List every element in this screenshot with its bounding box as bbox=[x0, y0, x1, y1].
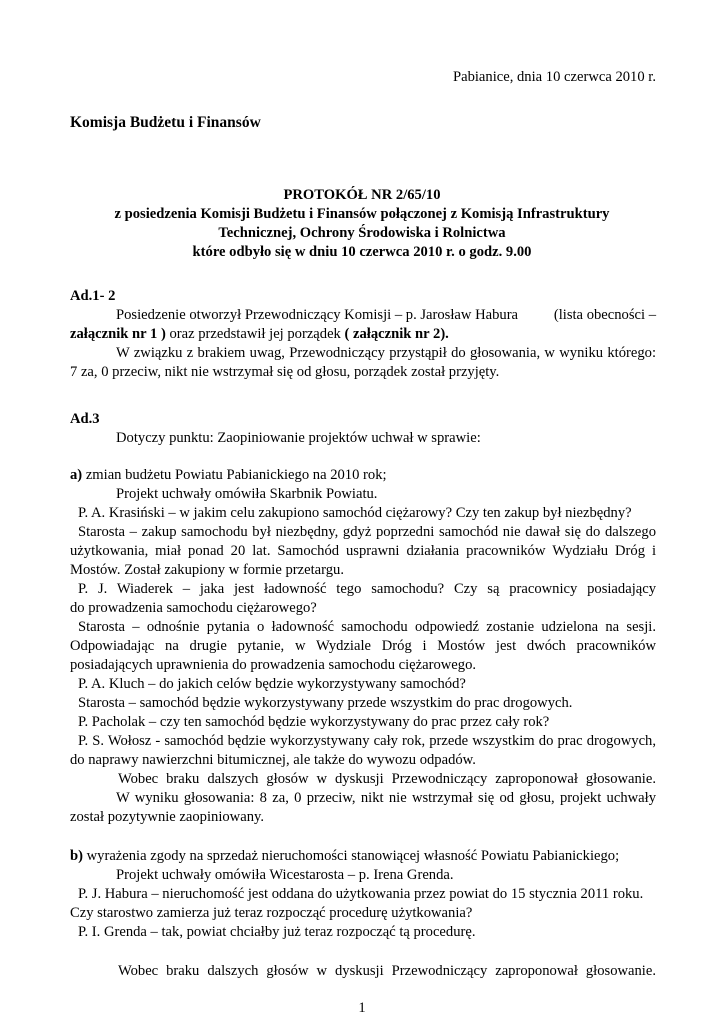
ad12-text-c: oraz przedstawił jej porządek bbox=[165, 326, 345, 342]
item-b-line: Projekt uchwały omówiła Wicestarosta – p. Irena Grenda. bbox=[116, 867, 454, 883]
item-a-label: a) bbox=[70, 467, 83, 483]
item-a-line: użytkowania, miał ponad 20 lat. Samochód usprawni działania pracowników Wydziału Dróg i bbox=[70, 543, 656, 559]
ad3-intro: Dotyczy punktu: Zaopiniowanie projektów uchwał w sprawie: bbox=[116, 430, 481, 446]
item-a-title bbox=[70, 466, 656, 485]
place-date: Pabianice, dnia 10 czerwca 2010 r. bbox=[452, 69, 656, 85]
item-a-line: Mostów. Został zakupiony w formie przetargu. bbox=[70, 562, 344, 578]
item-a-line: do naprawy nawierzchni bitumicznej, ale także do wywozu odpadów. bbox=[70, 752, 476, 768]
item-a-line: P. Pacholak – czy ten samochód będzie wykorzystywany do prac przez cały rok? bbox=[78, 714, 550, 730]
item-a-line: Projekt uchwały omówiła Skarbnik Powiatu. bbox=[116, 486, 378, 502]
item-b-label: b) bbox=[70, 848, 83, 864]
item-a-title-text: zmian budżetu Powiatu Pabianickiego na 2010 rok; bbox=[82, 467, 387, 483]
protocol-subtitle-line3: które odbyło się w dniu 10 czerwca 2010 r. o godz. 9.00 bbox=[192, 244, 532, 260]
section-heading-ad3: Ad.3 bbox=[70, 411, 100, 427]
item-a-line: Starosta – samochód będzie wykorzystywany przede wszystkim do prac drogowych. bbox=[78, 695, 573, 711]
item-a-line: P. J. Wiaderek – jaka jest ładowność tego samochodu? Czy są pracownicy posiadający bbox=[78, 581, 656, 597]
item-b-line: P. I. Grenda – tak, powiat chciałby już teraz rozpocząć tą procedurę. bbox=[78, 924, 476, 940]
item-a-line: został pozytywnie zaopiniowany. bbox=[70, 809, 264, 825]
committee-name: Komisja Budżetu i Finansów bbox=[70, 114, 261, 131]
page-number: 1 bbox=[358, 1000, 366, 1016]
protocol-title: PROTOKÓŁ NR 2/65/10 bbox=[283, 187, 441, 203]
ad12-paragraph-line1 bbox=[116, 306, 656, 325]
ad12-paragraph-line2 bbox=[70, 325, 656, 344]
ad12-text-a: Posiedzenie otworzył Przewodniczący Komisji – p. Jarosław Habura bbox=[116, 307, 519, 323]
attachment-2-ref: ( załącznik nr 2). bbox=[344, 326, 449, 342]
attachment-1-ref: załącznik nr 1 ) bbox=[70, 326, 166, 342]
protocol-subtitle-line2: Technicznej, Ochrony Środowiska i Rolnictwa bbox=[218, 225, 506, 241]
item-b-line: P. J. Habura – nieruchomość jest oddana do użytkowania przez powiat do 15 stycznia 2011 roku. bbox=[78, 886, 644, 902]
item-b-title-text: wyrażenia zgody na sprzedaż nieruchomości stanowiącej własność Powiatu Pabianickiego; bbox=[82, 848, 620, 864]
item-a-line: W wyniku głosowania: 8 za, 0 przeciw, nikt nie wstrzymał się od głosu, projekt uchwały bbox=[116, 790, 656, 806]
item-b-line: Czy starostwo zamierza już teraz rozpocząć procedurę użytkowania? bbox=[70, 905, 473, 921]
item-b-line: Wobec braku dalszych głosów w dyskusji Przewodniczący zaproponował głosowanie. bbox=[118, 963, 656, 979]
item-a-line: Starosta – odnośnie pytania o ładowność samochodu odpowiedź zostanie udzielona na sesji. bbox=[78, 619, 656, 635]
ad12-text-b: (lista obecności – bbox=[553, 307, 656, 323]
section-heading-ad12: Ad.1- 2 bbox=[70, 288, 116, 304]
item-a-line: Starosta – zakup samochodu był niezbędny, gdyż poprzedni samochód nie dawał się do dalszego bbox=[78, 524, 656, 540]
item-b-title bbox=[70, 847, 656, 866]
item-a-line: posiadających uprawnienia do prowadzenia samochodu ciężarowego. bbox=[70, 657, 477, 673]
item-a-line: P. S. Wołosz - samochód będzie wykorzystywany cały rok, przede wszystkim do prac drogowych, bbox=[78, 733, 656, 749]
item-a-line: Wobec braku dalszych głosów w dyskusji Przewodniczący zaproponował głosowanie. bbox=[118, 771, 656, 787]
item-a-line: Odpowiadając na drugie pytanie, w Wydziale Dróg i Mostów jest dwóch pracowników bbox=[70, 638, 656, 654]
item-a-line: P. A. Kluch – do jakich celów będzie wykorzystywany samochód? bbox=[78, 676, 466, 692]
item-a-line: do prowadzenia samochodu ciężarowego? bbox=[70, 600, 317, 616]
item-a-line: P. A. Krasiński – w jakim celu zakupiono samochód ciężarowy? Czy ten zakup był niezbędny? bbox=[78, 505, 632, 521]
ad12-paragraph-line3: W związku z brakiem uwag, Przewodniczący przystąpił do głosowania, w wyniku którego: bbox=[116, 345, 656, 361]
protocol-subtitle-line1: z posiedzenia Komisji Budżetu i Finansów połączonej z Komisją Infrastruktury bbox=[114, 206, 610, 222]
ad12-paragraph-line4: 7 za, 0 przeciw, nikt nie wstrzymał się od głosu, porządek został przyjęty. bbox=[70, 364, 500, 380]
